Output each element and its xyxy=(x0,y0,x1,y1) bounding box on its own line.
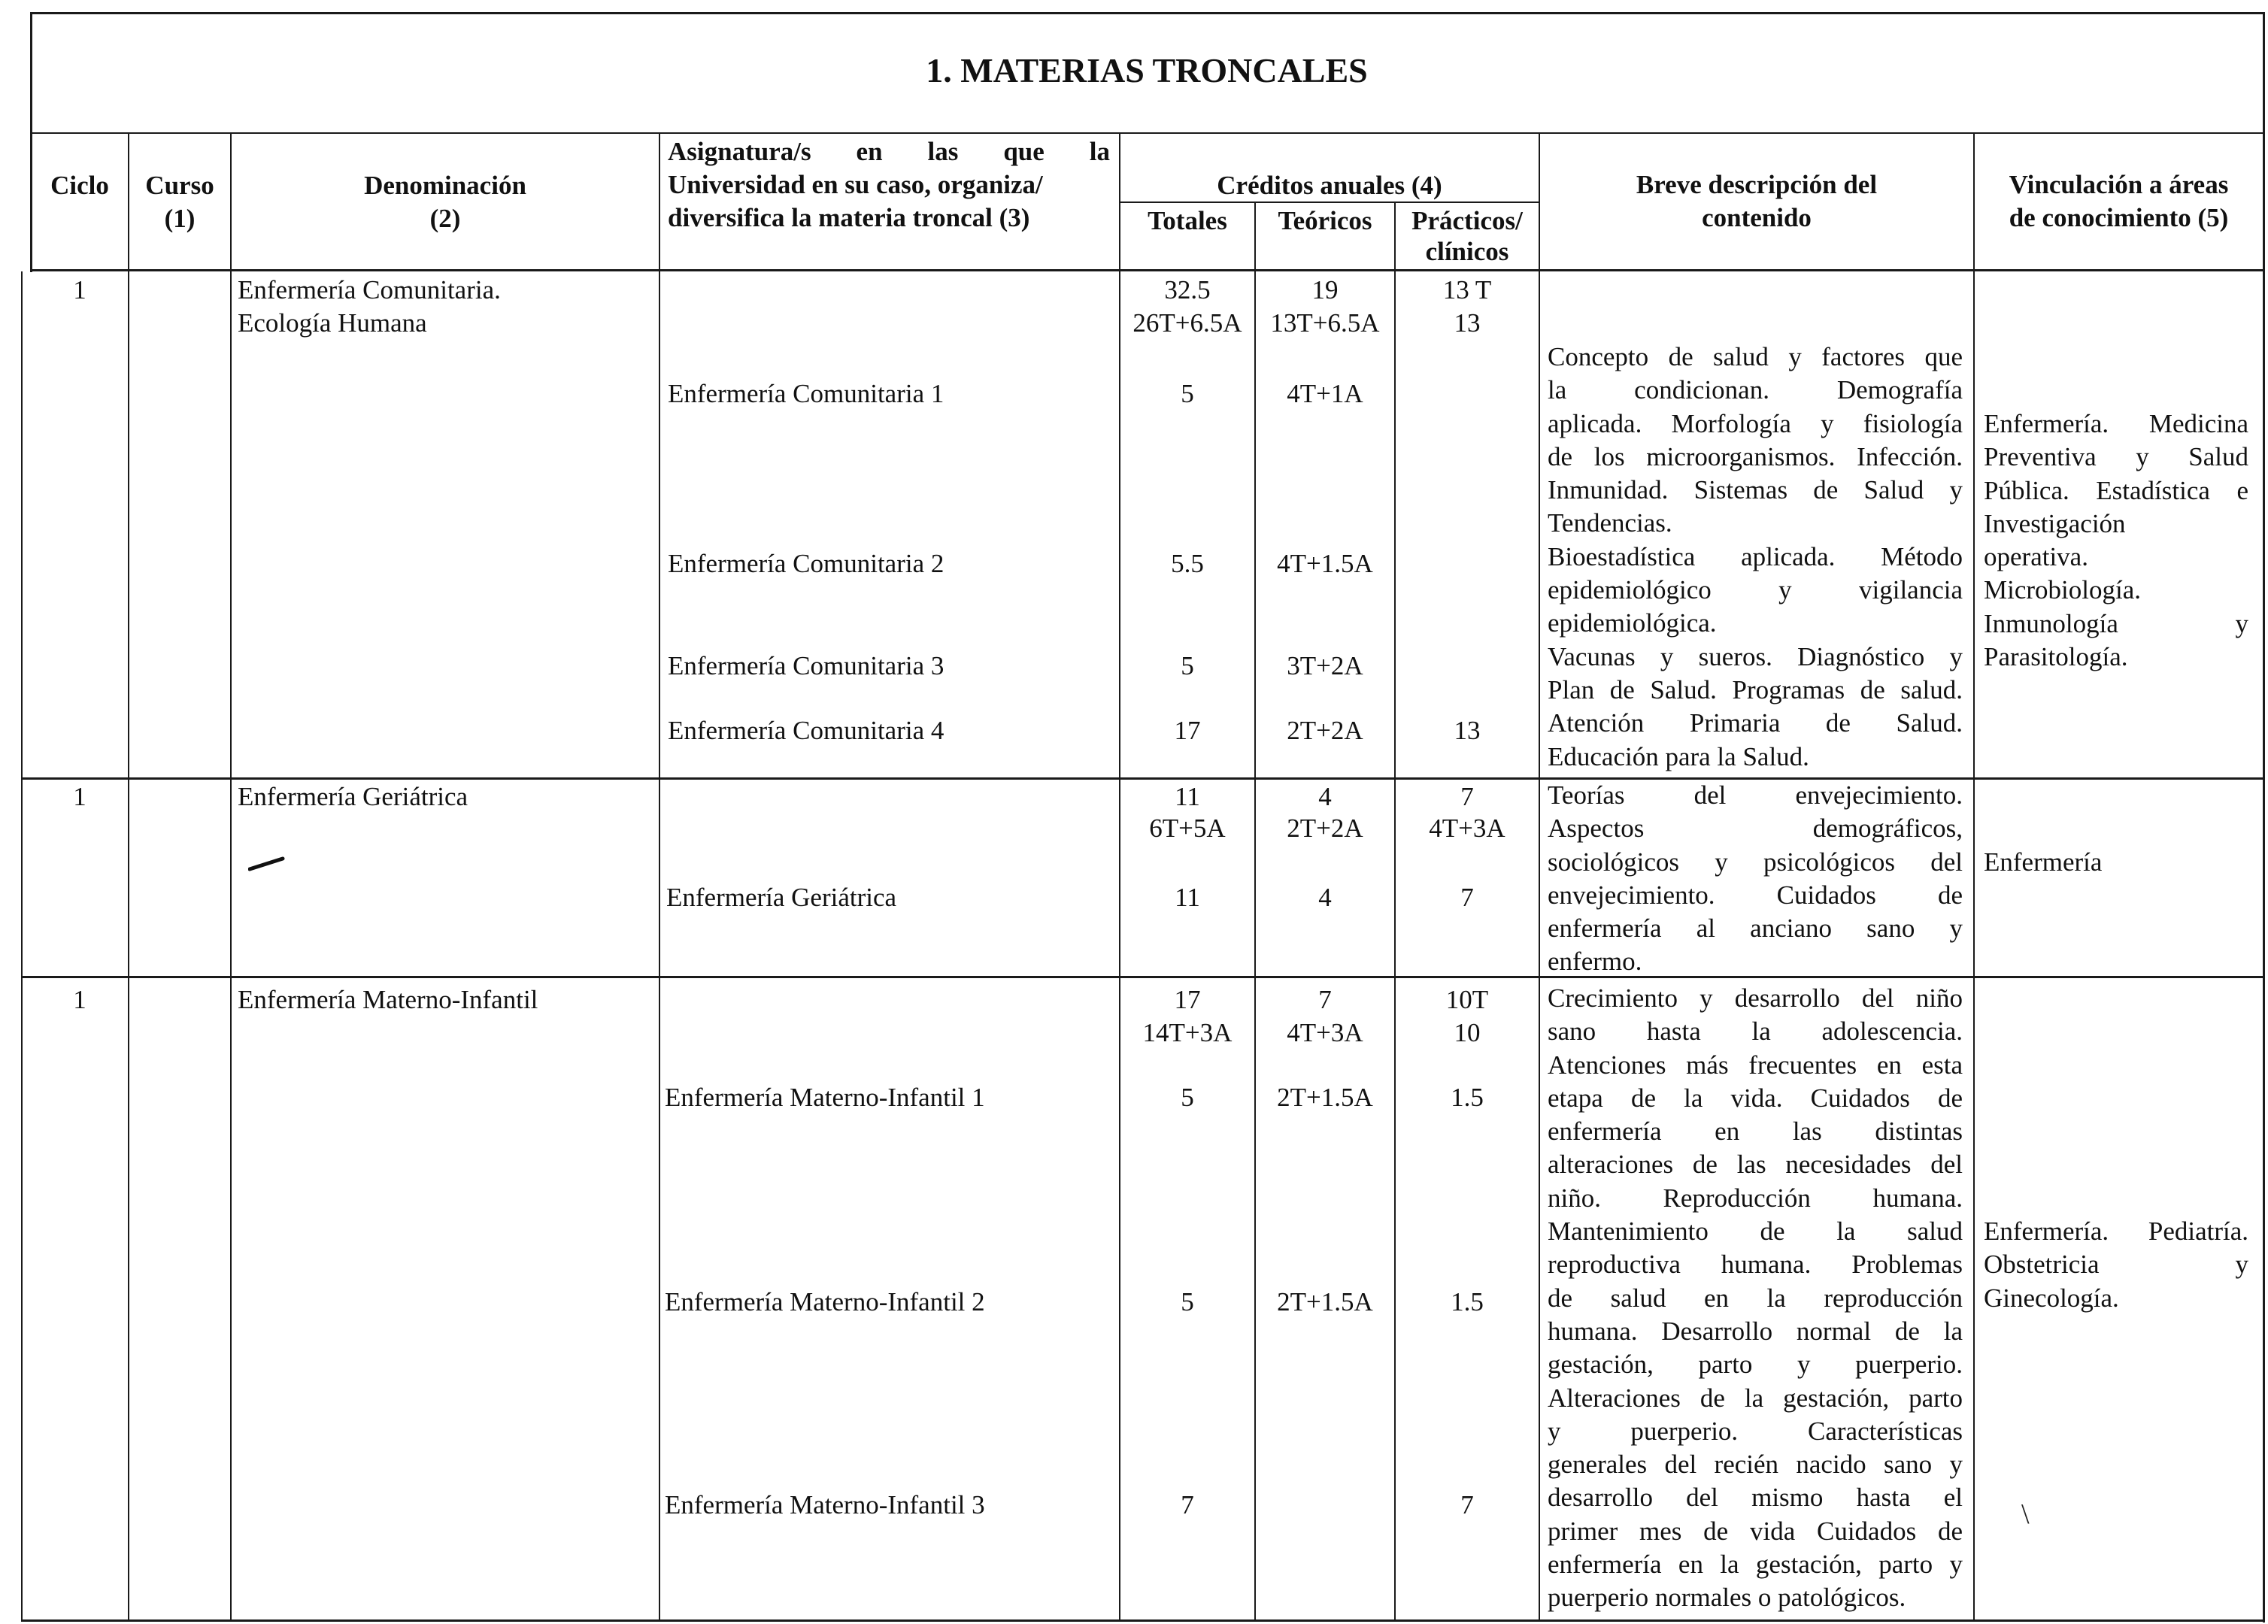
description-line: reproductiva humana. Problemas xyxy=(1548,1250,1963,1280)
description-line: Atención Primaria de Salud. xyxy=(1548,708,1963,738)
block3-descripcion xyxy=(1548,982,1963,1615)
description-line: y puerperio. Características xyxy=(1548,1416,1963,1446)
block1-descripcion xyxy=(1548,341,1963,774)
description-line: Plan de Salud. Programas de salud. xyxy=(1548,674,1963,704)
subject-name: Enfermería Comunitaria 3 xyxy=(668,651,944,680)
subject-name: Enfermería Geriátrica xyxy=(666,883,897,912)
block2-totales-2: 6T+5A xyxy=(1149,814,1226,843)
area-line: Parasitología. xyxy=(1984,642,2128,672)
scan-backslash-mark: \ xyxy=(2021,1498,2030,1530)
col-sep-descripcion xyxy=(1973,132,1975,1622)
block1-practicos-2: 13 xyxy=(1454,308,1481,338)
description-line: sano hasta la adolescencia. xyxy=(1548,1017,1963,1047)
subject-teoricos: 2T+1.5A xyxy=(1277,1287,1373,1316)
description-line: epidemiológica. xyxy=(1548,608,1717,638)
description-line: generales del recién nacido sano y xyxy=(1548,1450,1963,1480)
col-sep-ciclo xyxy=(128,132,129,1622)
header-bottom-line xyxy=(30,269,2265,271)
area-line: Ginecología. xyxy=(1984,1283,2119,1313)
subject-teoricos: 3T+2A xyxy=(1287,651,1363,680)
subject-totales: 5 xyxy=(1181,651,1194,680)
block3-totales-2: 14T+3A xyxy=(1142,1018,1233,1047)
col-sep-curso xyxy=(230,132,232,1622)
subject-teoricos: 4 xyxy=(1318,883,1332,912)
header-vinculacion: Vinculación a áreas xyxy=(2009,170,2229,199)
area-line: Inmunología y xyxy=(1984,608,2248,638)
subject-practicos: 1.5 xyxy=(1451,1287,1484,1316)
subject-name: Enfermería Materno-Infantil 1 xyxy=(665,1083,985,1112)
description-line: Crecimiento y desarrollo del niño xyxy=(1548,983,1963,1013)
header-creditos: Créditos anuales (4) xyxy=(1217,171,1442,200)
block2-denominacion: Enfermería Geriátrica xyxy=(238,782,468,811)
subject-name: Enfermería Materno-Infantil 3 xyxy=(665,1490,985,1519)
area-line: Pública. Estadística e xyxy=(1984,475,2248,505)
subject-practicos: 7 xyxy=(1460,1490,1474,1519)
area-line: Obstetricia y xyxy=(1984,1250,2248,1280)
description-line: gestación, parto y puerperio. xyxy=(1548,1350,1963,1380)
pen-stroke-mark xyxy=(248,854,286,872)
description-line: Bioestadística aplicada. Método xyxy=(1548,541,1963,571)
description-line: Teorías del envejecimiento. xyxy=(1548,780,1963,810)
description-line: Educación para la Salud. xyxy=(1548,741,1809,771)
header-descripcion: Breve descripción del xyxy=(1636,170,1878,199)
subject-totales: 5 xyxy=(1181,1287,1194,1316)
description-line: epidemiológico y vigilancia xyxy=(1548,575,1963,605)
subject-teoricos: 2T+1.5A xyxy=(1277,1083,1373,1112)
col-sep-denominacion xyxy=(659,132,660,1622)
subject-totales: 7 xyxy=(1181,1490,1194,1519)
description-line: niño. Reproducción humana. xyxy=(1548,1183,1963,1213)
block3-practicos-2: 10 xyxy=(1454,1018,1481,1047)
description-line: Inmunidad. Sistemas de Salud y xyxy=(1548,475,1963,505)
block3-vinculacion xyxy=(1984,1215,2248,1315)
header-curso-note: (1) xyxy=(164,204,196,233)
block2-vinculacion xyxy=(1984,846,2248,879)
description-line: puerperio normales o patológicos. xyxy=(1548,1583,1906,1613)
area-line: Microbiología. xyxy=(1984,575,2141,605)
description-line: aplicada. Morfología y fisiología xyxy=(1548,408,1963,438)
body-left-edge xyxy=(21,271,23,1622)
col-sep-asignaturas xyxy=(1119,132,1120,1622)
block2-practicos-1: 7 xyxy=(1460,782,1474,811)
subject-totales: 5 xyxy=(1181,379,1194,408)
description-line: envejecimiento. Cuidados de xyxy=(1548,880,1963,910)
subject-practicos: 1.5 xyxy=(1451,1083,1484,1112)
block3-teoricos-2: 4T+3A xyxy=(1287,1018,1363,1047)
block1-totales-2: 26T+6.5A xyxy=(1132,308,1242,338)
block1-teoricos-1: 19 xyxy=(1311,275,1339,304)
area-line: Enfermería. Medicina xyxy=(1984,409,2248,438)
subject-teoricos: 4T+1.5A xyxy=(1277,549,1373,578)
header-asignaturas-line3: diversifica la materia troncal (3) xyxy=(668,203,1030,232)
header-denominacion: Denominación xyxy=(364,171,526,200)
description-line: Aspectos demográficos, xyxy=(1548,814,1963,844)
subject-name: Enfermería Comunitaria 2 xyxy=(668,549,944,578)
block2-descripcion xyxy=(1548,779,1963,979)
block1-vinculacion xyxy=(1984,408,2248,674)
subject-teoricos: 2T+2A xyxy=(1287,716,1363,745)
header-denominacion-note: (2) xyxy=(429,204,461,233)
area-line: operativa. xyxy=(1984,542,2088,572)
block1-teoricos-2: 13T+6.5A xyxy=(1270,308,1380,338)
subject-practicos: 7 xyxy=(1460,883,1474,912)
area-line: Enfermería. Pediatría. xyxy=(1984,1216,2248,1246)
block3-ciclo: 1 xyxy=(73,985,86,1014)
block3-denominacion: Enfermería Materno-Infantil xyxy=(238,985,538,1014)
header-asignaturas-line2: Universidad en su caso, organiza/ xyxy=(668,170,1043,199)
page-title: 1. MATERIAS TRONCALES xyxy=(926,51,1368,89)
header-vinculacion-2: de conocimiento (5) xyxy=(2009,203,2229,232)
description-line: Vacunas y sueros. Diagnóstico y xyxy=(1548,641,1963,671)
description-line: primer mes de vida Cuidados de xyxy=(1548,1516,1963,1546)
block1-totales-1: 32.5 xyxy=(1164,275,1211,304)
description-line: sociológicos y psicológicos del xyxy=(1548,847,1963,877)
header-totales: Totales xyxy=(1148,206,1227,235)
description-line: Alteraciones de la gestación, parto xyxy=(1548,1383,1963,1413)
description-line: de salud en la reproducción xyxy=(1548,1283,1963,1313)
header-practicos-2: clínicos xyxy=(1425,237,1509,266)
description-line: enfermería en la gestación, parto y xyxy=(1548,1550,1963,1580)
block3-totales-1: 17 xyxy=(1174,985,1201,1014)
subject-totales: 17 xyxy=(1174,716,1201,745)
block2-totales-1: 11 xyxy=(1175,782,1200,811)
description-line: enfermería al anciano sano y xyxy=(1548,914,1963,944)
description-line: Mantenimiento de la salud xyxy=(1548,1216,1963,1247)
description-line: Tendencias. xyxy=(1548,508,1672,538)
block1-practicos-1: 13 T xyxy=(1442,275,1492,304)
header-asignaturas-line1: Asignatura/s en las que la xyxy=(668,137,1110,166)
header-ciclo: Ciclo xyxy=(50,171,109,200)
area-line: Preventiva y Salud xyxy=(1984,442,2248,472)
subject-totales: 5 xyxy=(1181,1083,1194,1112)
col-sep-practicos xyxy=(1539,132,1540,1622)
description-line: enfermería en las distintas xyxy=(1548,1116,1963,1147)
frame-top xyxy=(30,12,2265,14)
subject-totales: 5.5 xyxy=(1171,549,1204,578)
block2-ciclo: 1 xyxy=(73,782,86,811)
block1-denominacion-2: Ecología Humana xyxy=(238,308,427,338)
description-line: enfermo. xyxy=(1548,947,1642,977)
block3-practicos-1: 10T xyxy=(1445,985,1489,1014)
subject-practicos: 13 xyxy=(1454,716,1481,745)
description-line: Atenciones más frecuentes en esta xyxy=(1548,1050,1963,1080)
header-curso: Curso xyxy=(145,171,214,200)
subject-totales: 11 xyxy=(1175,883,1200,912)
description-line: de los microorganismos. Infección. xyxy=(1548,441,1963,471)
description-line: Concepto de salud y factores que xyxy=(1548,342,1963,371)
subject-name: Enfermería Comunitaria 1 xyxy=(668,379,944,408)
description-line: etapa de la vida. Cuidados de xyxy=(1548,1083,1963,1113)
area-line: Investigación xyxy=(1984,508,2126,538)
subject-teoricos: 4T+1A xyxy=(1287,379,1363,408)
description-line: la condicionan. Demografía xyxy=(1548,375,1963,405)
block3-teoricos-1: 7 xyxy=(1318,985,1332,1014)
title-bottom-line xyxy=(30,132,2265,134)
description-line: desarrollo del mismo hasta el xyxy=(1548,1483,1963,1513)
header-descripcion-2: contenido xyxy=(1702,203,1812,232)
block1-ciclo: 1 xyxy=(73,275,86,304)
header-practicos: Prácticos/ xyxy=(1411,206,1523,235)
block2-teoricos-1: 4 xyxy=(1318,782,1332,811)
block2-practicos-2: 4T+3A xyxy=(1429,814,1505,843)
subject-name: Enfermería Materno-Infantil 2 xyxy=(665,1287,985,1316)
table-bottom-line xyxy=(21,1619,2265,1622)
description-line: alteraciones de las necesidades del xyxy=(1548,1150,1963,1180)
subject-name: Enfermería Comunitaria 4 xyxy=(668,716,944,745)
block1-denominacion-1: Enfermería Comunitaria. xyxy=(238,275,501,304)
area-line: Enfermería xyxy=(1984,847,2103,877)
description-line: humana. Desarrollo normal de la xyxy=(1548,1316,1963,1346)
block2-teoricos-2: 2T+2A xyxy=(1287,814,1363,843)
frame-right xyxy=(2263,12,2265,1622)
header-teoricos: Teóricos xyxy=(1278,206,1372,235)
